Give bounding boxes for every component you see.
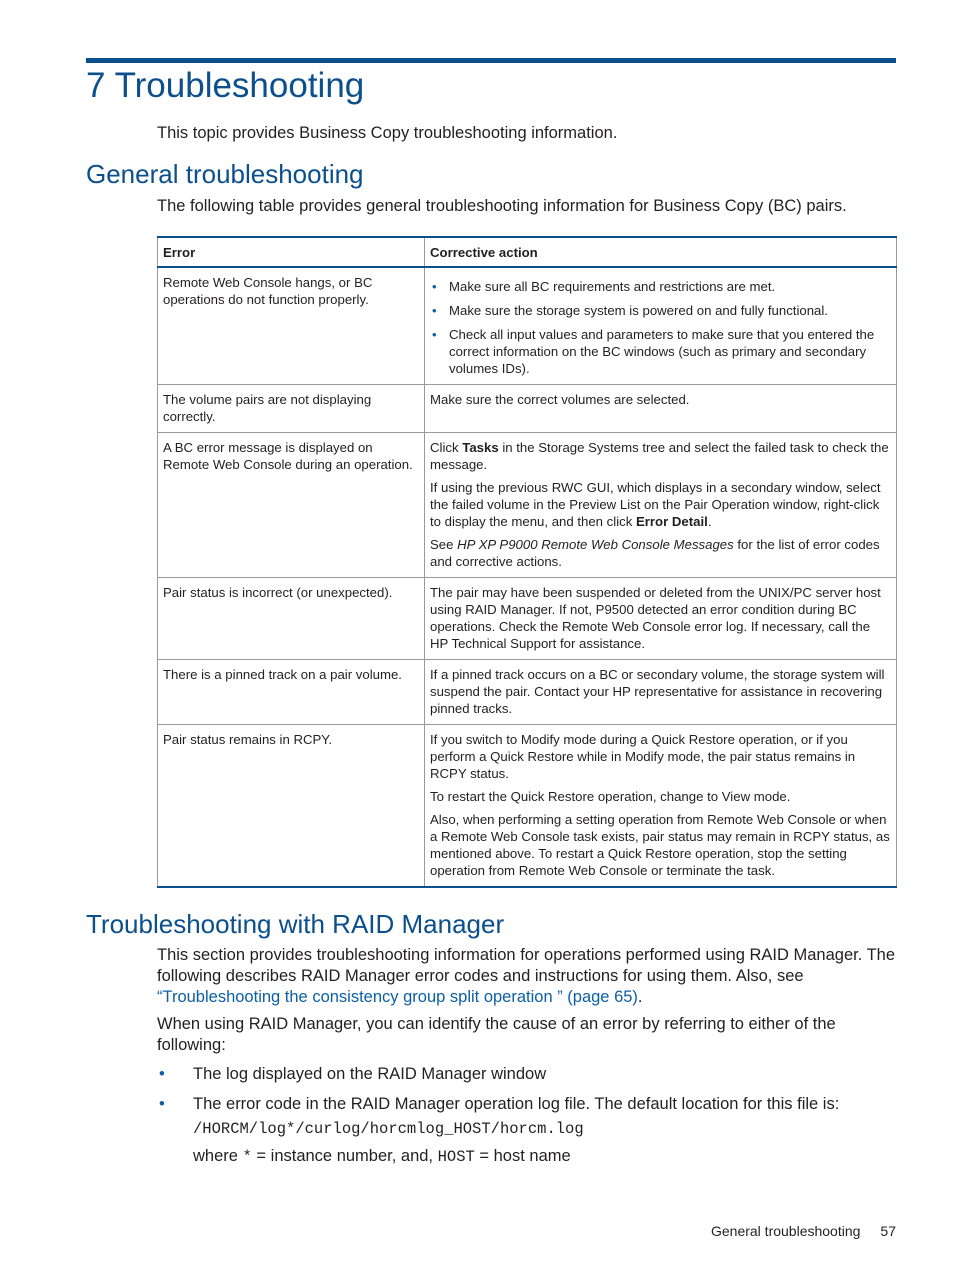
table-row — [158, 578, 897, 660]
cross-reference-link[interactable]: “Troubleshooting the consistency group split operation ” (page 65) — [157, 988, 638, 1006]
chapter-title-text: Troubleshooting — [114, 66, 365, 105]
list-item — [157, 1094, 897, 1168]
general-troubleshooting-heading: General troubleshooting — [86, 159, 364, 189]
table-row — [158, 385, 897, 433]
list-item-text: Make sure all BC requirements and restrictions are met. — [449, 279, 776, 294]
bullet-icon: • — [432, 279, 437, 294]
action-cell: If a pinned track occurs on a BC or secondary volume, the storage system will suspend the pair. Contact your HP representative for assistance in recovering pinned tracks. — [425, 660, 897, 725]
where-line — [193, 1146, 897, 1168]
troubleshooting-table — [157, 236, 897, 888]
code-token: HOST — [437, 1148, 475, 1166]
action-cell — [425, 433, 897, 578]
table-row — [158, 433, 897, 578]
top-rule — [86, 58, 896, 63]
action-cell — [425, 725, 897, 888]
text-run: If using the previous RWC GUI, which displays in a secondary window, select the failed volume in the Preview List on the Pair Operation window, right-click to display the menu, and then click — [430, 480, 881, 529]
intro-text: This topic provides Business Copy troubleshooting information. — [157, 124, 618, 142]
list-item-text: Make sure the storage system is powered on and fully functional. — [449, 303, 828, 318]
footer-section: General troubleshooting — [710, 1223, 861, 1239]
action-paragraph: To restart the Quick Restore operation, change to View mode. — [430, 789, 791, 804]
error-cell: The volume pairs are not displaying correctly. — [158, 385, 425, 433]
action-cell: The pair may have been suspended or deleted from the UNIX/PC server host using RAID Manager. If not, P9500 detected an error condition during BC operations. Check the Remote Web Console error log. If necessary, call the HP Technical Support for assistance. — [425, 578, 897, 660]
text-run: Click — [430, 440, 463, 455]
raid-second-paragraph: When using RAID Manager, you can identify the cause of an error by referring to either of the following: — [157, 1015, 836, 1054]
code-token: * — [242, 1148, 252, 1166]
list-item-text: The error code in the RAID Manager operation log file. The default location for this file is: — [193, 1095, 840, 1113]
bullet-icon: • — [432, 327, 437, 342]
action-cell: Make sure the correct volumes are selected. — [425, 385, 897, 433]
table-row — [158, 267, 897, 385]
table-row — [158, 660, 897, 725]
text-run: . — [637, 988, 643, 1006]
list-item — [157, 1064, 897, 1085]
bullet-icon: • — [159, 1095, 165, 1113]
general-lead-text: The following table provides general troubleshooting information for Business Copy (BC) pairs. — [157, 197, 847, 215]
text-run: See — [430, 537, 458, 552]
error-cell: A BC error message is displayed on Remote Web Console during an operation. — [158, 433, 425, 578]
action-cell — [425, 267, 897, 385]
list-item — [432, 326, 891, 377]
action-paragraph — [430, 536, 891, 570]
text-run: This section provides troubleshooting information for operations performed using RAID Manager. The following describes RAID Manager error codes and instructions for using them. Also, see — [157, 946, 896, 985]
header-corrective-action: Corrective action — [425, 237, 897, 267]
chapter-number: 7 — [86, 66, 106, 105]
table-header-row — [158, 237, 897, 267]
action-paragraph: Also, when performing a setting operation from Remote Web Console or when a Remote Web Console task exists, pair status may remain in RCPY status, as mentioned above. To restart a Quick Restore operation, stop the setting operation from Remote Web Console or terminate the task. — [430, 812, 890, 878]
table-row — [158, 725, 897, 888]
bullet-icon: • — [432, 303, 437, 318]
list-item — [432, 302, 891, 319]
ui-term-error-detail: Error Detail — [636, 514, 708, 529]
raid-intro-paragraph — [157, 945, 897, 1008]
action-paragraph — [430, 479, 891, 530]
list-item-text: The log displayed on the RAID Manager window — [193, 1065, 547, 1083]
action-paragraph — [430, 439, 891, 473]
action-bullet-list — [430, 278, 891, 377]
document-reference: HP XP P9000 Remote Web Console Messages — [457, 537, 734, 552]
list-item — [432, 278, 891, 295]
text-run: . — [707, 514, 712, 529]
error-cell: Remote Web Console hangs, or BC operations do not function properly. — [158, 267, 425, 385]
bullet-icon: • — [159, 1065, 165, 1083]
raid-bullet-list — [157, 1064, 897, 1177]
header-error: Error — [158, 237, 425, 267]
list-item-text: Check all input values and parameters to make sure that you entered the correct information on the BC windows (such as primary and secondary volumes IDs). — [449, 327, 875, 376]
text-run: in the Storage Systems tree and select the failed task to check the message. — [430, 440, 889, 472]
text-run: where — [193, 1147, 243, 1165]
text-run: = host name — [474, 1147, 571, 1165]
error-cell: Pair status is incorrect (or unexpected). — [158, 578, 425, 660]
page-number: 57 — [880, 1223, 896, 1239]
text-run: = instance number, and, — [251, 1147, 438, 1165]
action-paragraph: If you switch to Modify mode during a Quick Restore operation, or if you perform a Quick Restore while in Modify mode, the pair status remains in RCPY status. — [430, 732, 856, 781]
raid-manager-heading: Troubleshooting with RAID Manager — [86, 909, 505, 939]
text-run: for the list of error codes and corrective actions. — [430, 537, 880, 569]
ui-term-tasks: Tasks — [462, 440, 499, 455]
log-file-path: /HORCM/log*/curlog/horcmlog_HOST/horcm.log — [193, 1120, 584, 1138]
chapter-title — [86, 64, 364, 108]
error-cell: Pair status remains in RCPY. — [158, 725, 425, 888]
error-cell: There is a pinned track on a pair volume. — [158, 660, 425, 725]
page-footer — [691, 1222, 896, 1240]
